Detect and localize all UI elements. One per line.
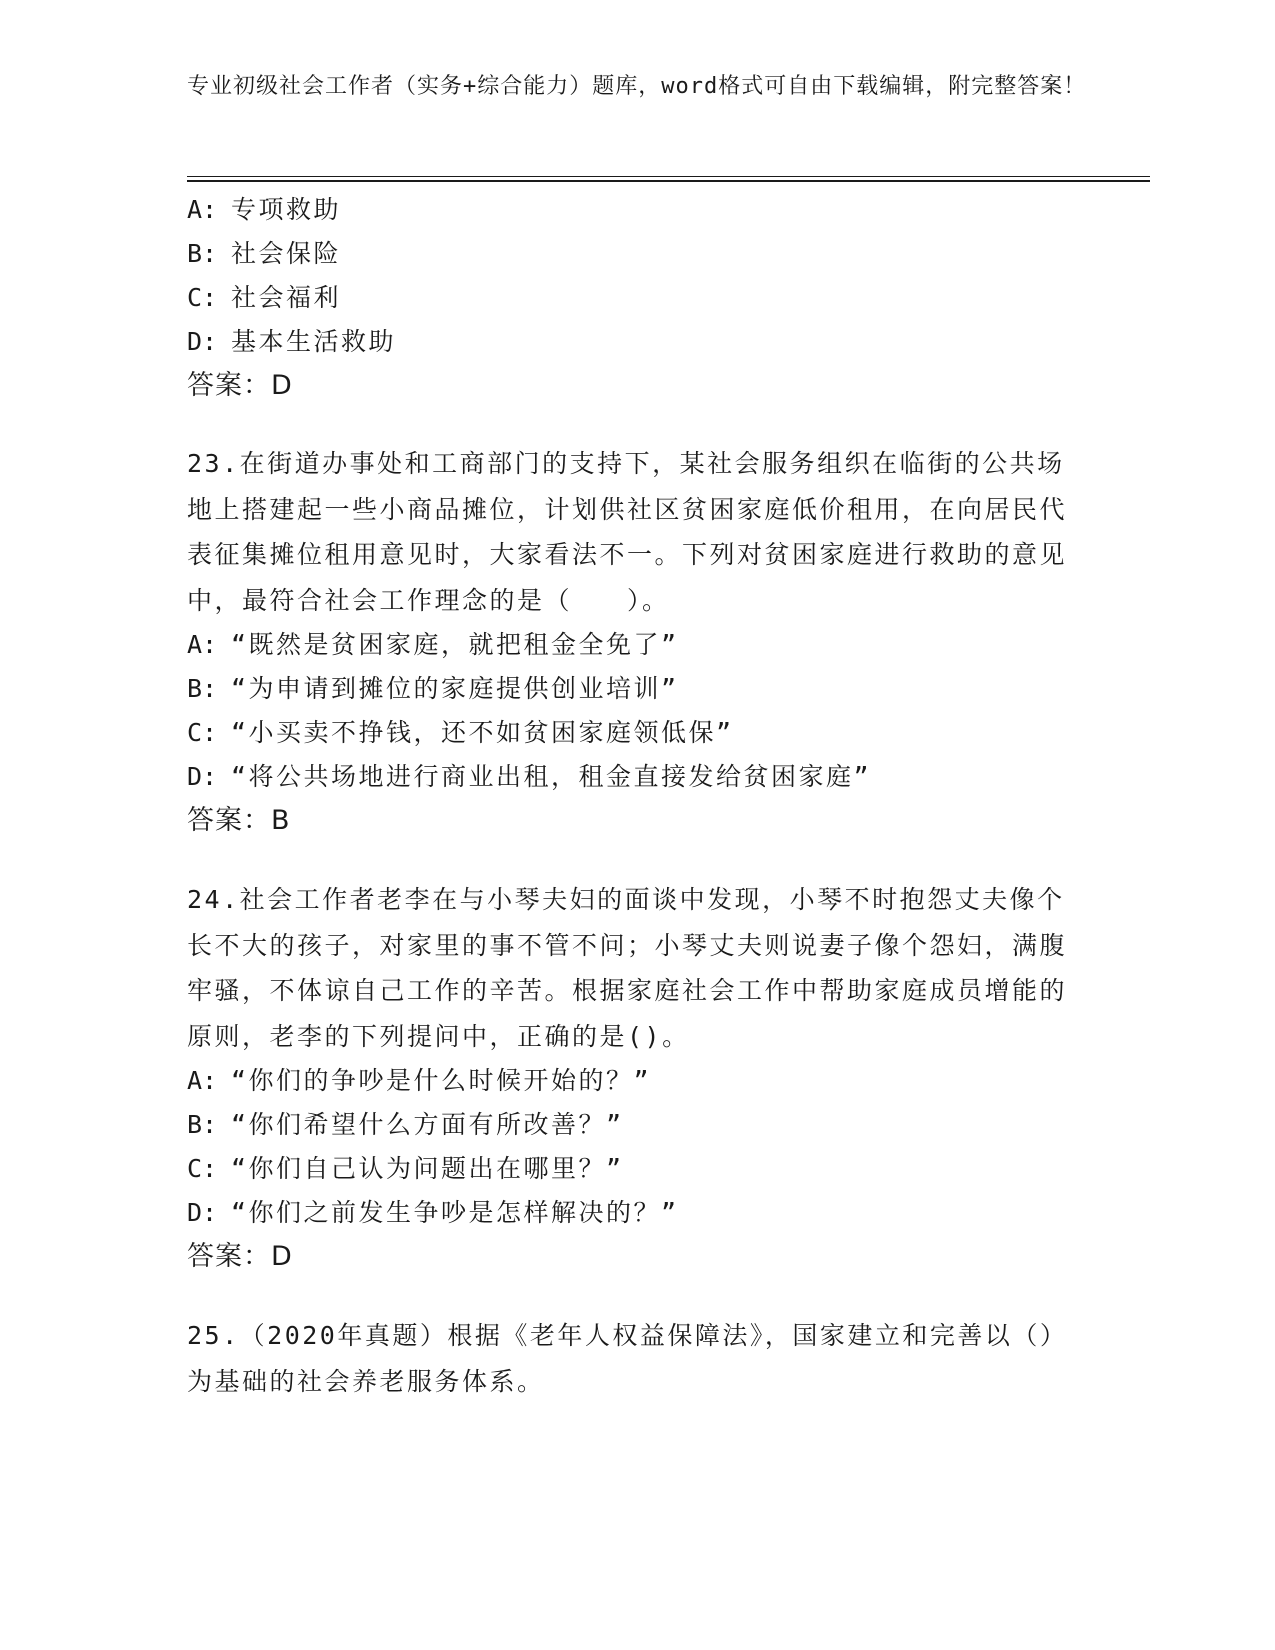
- document-header: 专业初级社会工作者（实务+综合能力）题库，word格式可自由下载编辑，附完整答案！: [187, 74, 1087, 99]
- question-23-text: 23.在街道办事处和工商部门的支持下，某社会服务组织在临街的公共场地上搭建起一些小商品摊位，计划供社区贫困家庭低价租用，在向居民代表征集摊位租用意见时，大家看法不一。下列对贫困家庭进行救助的意见中，最符合社会工作理念的是（ ）。: [187, 449, 1068, 615]
- q23-option-a: A: “既然是贫困家庭，就把租金全免了”: [187, 630, 679, 659]
- q24-answer: 答案：D: [187, 1241, 293, 1272]
- question-24-text: 24.社会工作者老李在与小琴夫妇的面谈中发现，小琴不时抱怨丈夫像个长不大的孩子，对家里的事不管不问；小琴丈夫则说妻子像个怨妇，满腹牢骚，不体谅自己工作的辛苦。根据家庭社会工作中帮助家庭成员增能的原则，老李的下列提问中，正确的是()。: [187, 885, 1068, 1051]
- prev-answer: 答案：D: [187, 370, 293, 401]
- prev-option-d: D: 基本生活救助: [187, 327, 397, 356]
- prev-option-c: C: 社会福利: [187, 283, 342, 312]
- question-25-text: 25.（2020年真题）根据《老年人权益保障法》，国家建立和完善以（）为基础的社会养老服务体系。: [187, 1321, 1055, 1396]
- q23-option-d: D: “将公共场地进行商业出租，租金直接发给贫困家庭”: [187, 762, 872, 791]
- q24-option-c: C: “你们自己认为问题出在哪里？”: [187, 1154, 624, 1183]
- q23-option-c: C: “小买卖不挣钱，还不如贫困家庭领低保”: [187, 718, 734, 747]
- q24-option-d: D: “你们之前发生争吵是怎样解决的？”: [187, 1198, 679, 1227]
- q24-option-b: B: “你们希望什么方面有所改善？”: [187, 1110, 624, 1139]
- prev-option-a: A: 专项救助: [187, 195, 342, 224]
- q23-option-b: B: “为申请到摊位的家庭提供创业培训”: [187, 674, 679, 703]
- header-rule-thin: [187, 176, 1150, 177]
- q23-answer: 答案：B: [187, 805, 291, 836]
- header-rule-thick: [187, 180, 1150, 182]
- prev-option-b: B: 社会保险: [187, 239, 342, 268]
- q24-option-a: A: “你们的争吵是什么时候开始的？”: [187, 1066, 652, 1095]
